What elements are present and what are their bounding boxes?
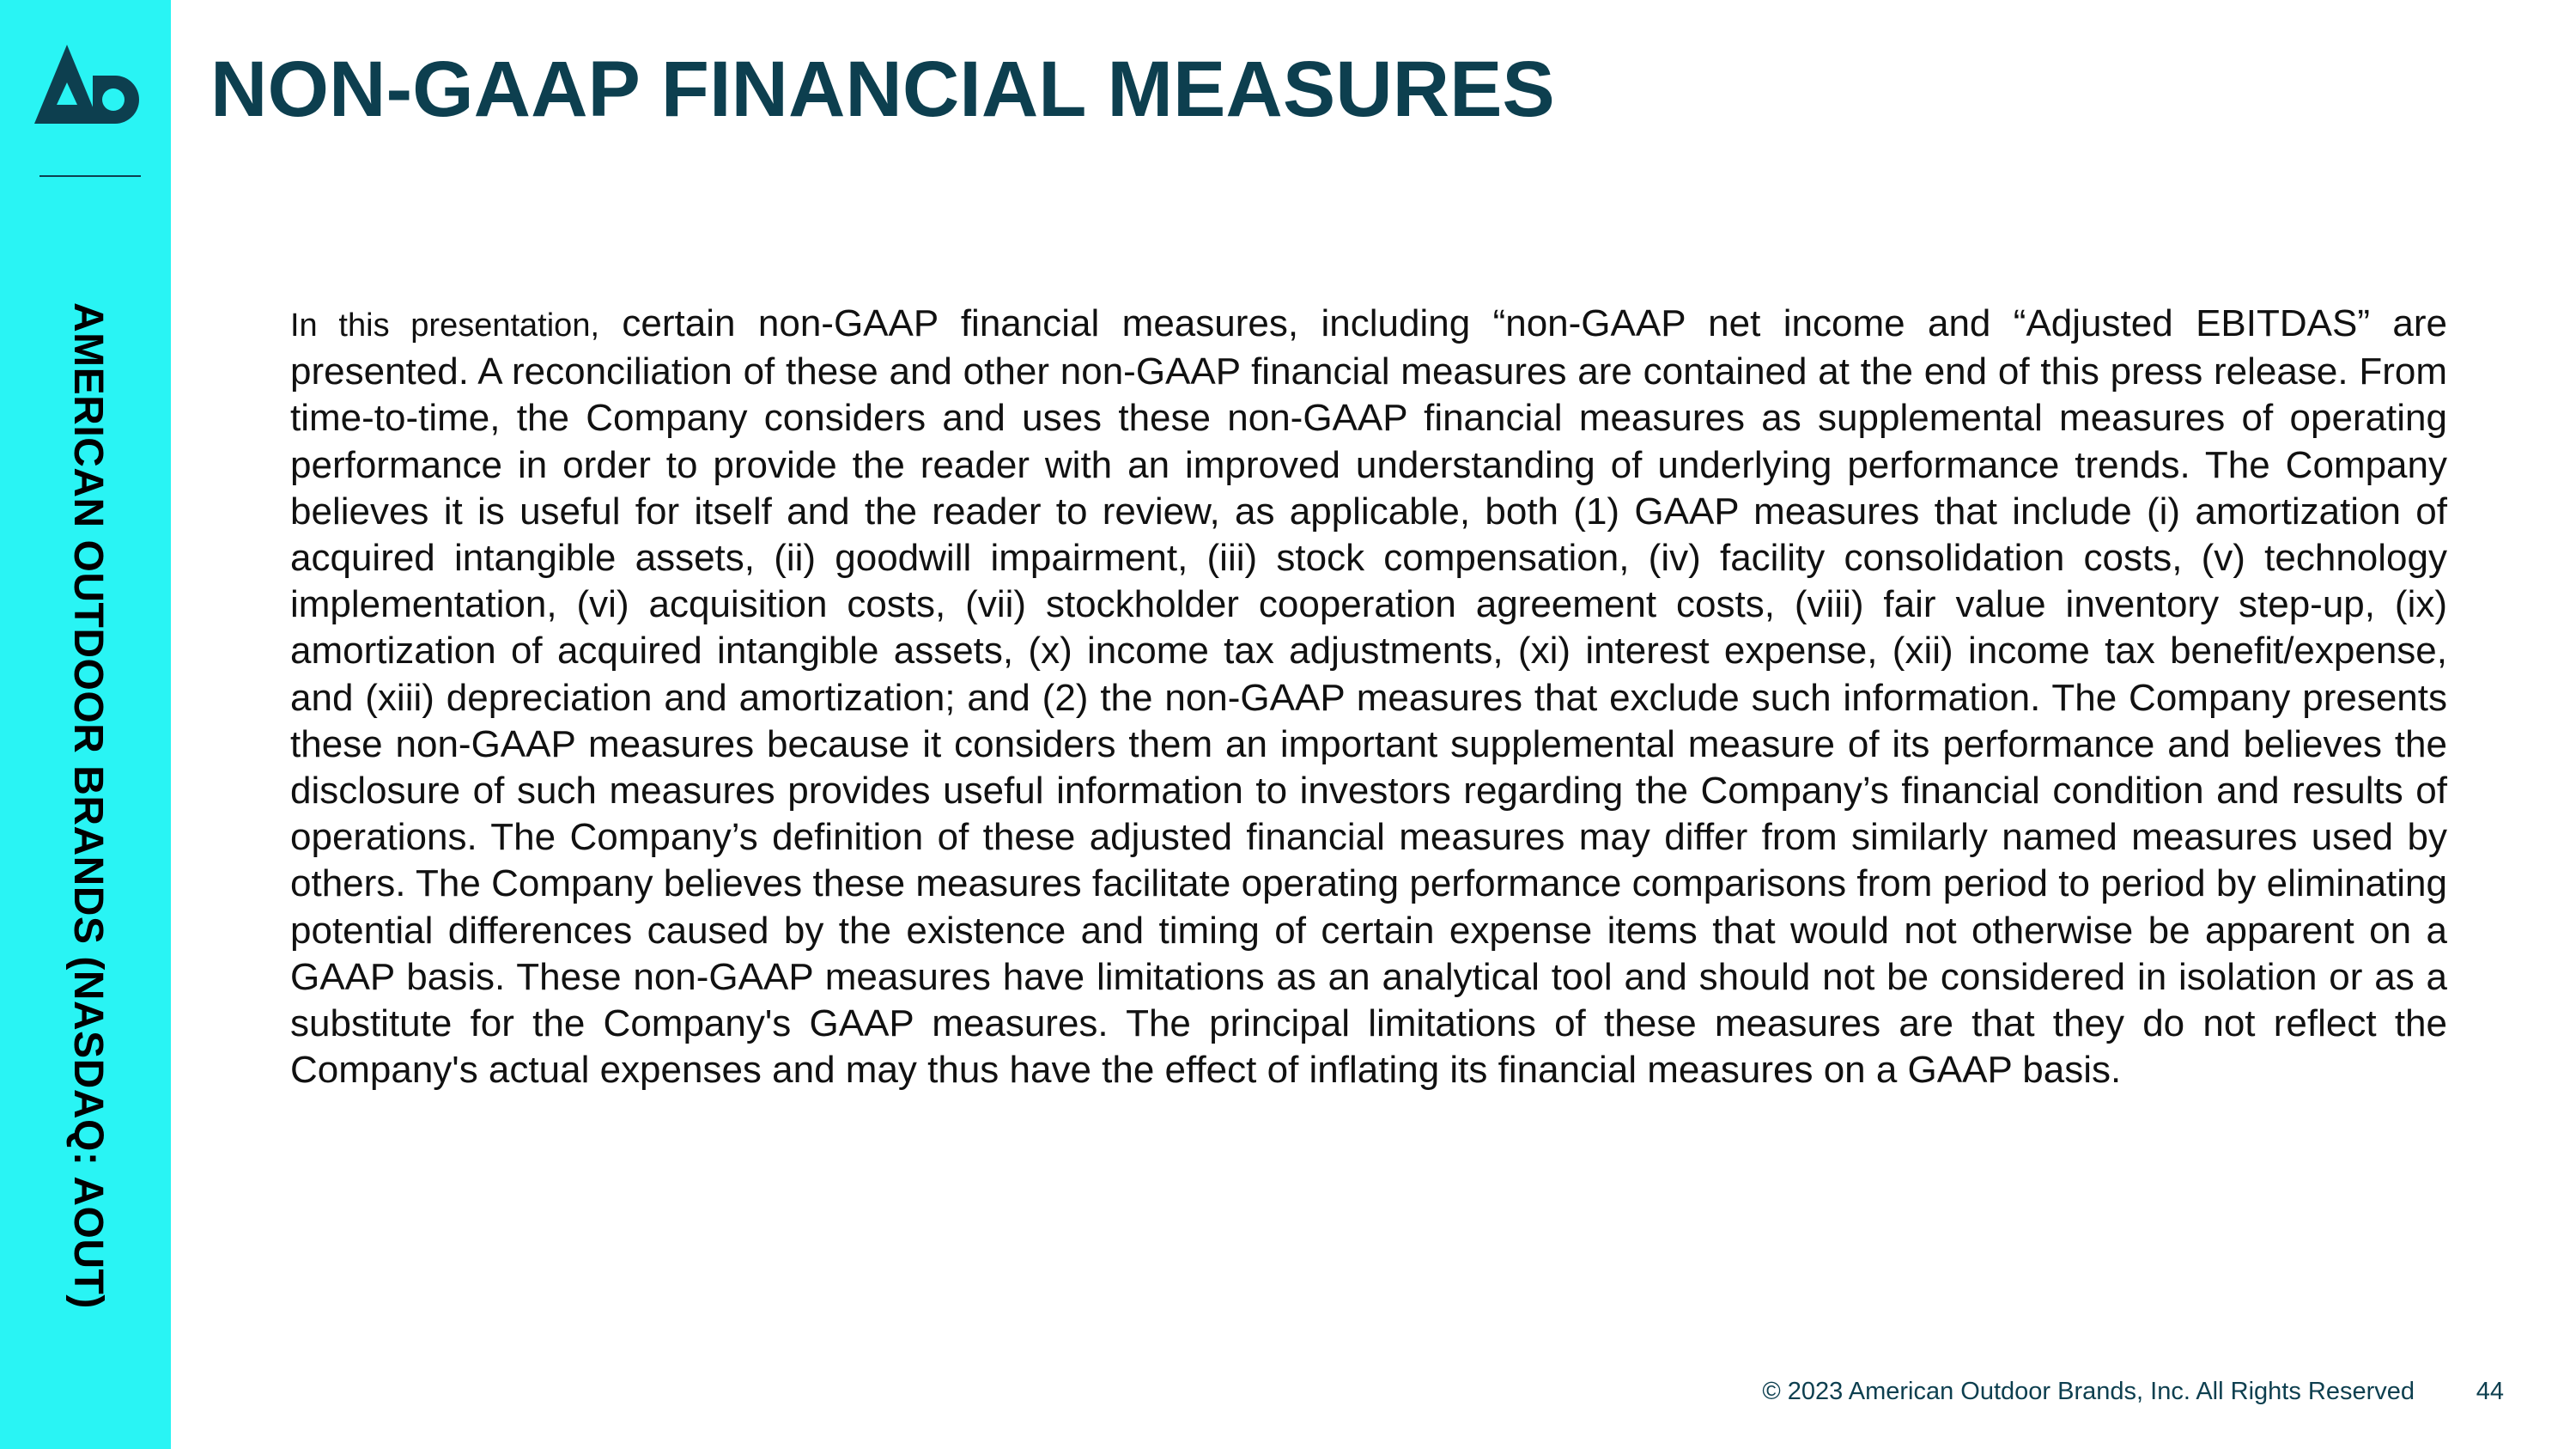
page-title: NON-GAAP FINANCIAL MEASURES: [210, 46, 1555, 133]
brand-sidebar: [0, 0, 171, 1449]
disclosure-body: certain non-GAAP financial measures, including “non-GAAP net income and “Adjusted EBITDAS” are presented. A reconciliation of these and other non-GAAP financial measures are contained at the end of this press release. From time-to-time, the Company considers and uses these non-GAAP financial measures as supplemental measures of operating performance in order to provide the reader with an improved understanding of underlying performance trends. The Company believes it is useful for itself and the reader to review, as applicable, both (1) GAAP measures that include (i) amortization of acquired intangible assets, (ii) goodwill impairment, (iii) stock compensation, (iv) facility consolidation costs, (v) technology implementation, (vi) acquisition costs, (vii) stockholder cooperation agreement costs, (viii) fair value inventory step-up, (ix) amortization of acquired intangible assets, (x) income tax adjustments, (xi) interest expense, (xii) income tax benefit/expense, and (xiii) depreciation and amortization; and (2) the non-GAAP measures that exclude such information. The Company presents these non-GAAP measures because it considers them an important supplemental measure of its performance and believes the disclosure of such measures provides useful information to investors regarding the Company’s financial condition and results of operations. The Company’s definition of these adjusted financial measures may differ from similarly named measures used by others. The Company believes these measures facilitate operating performance comparisons from period to period by eliminating potential differences caused by the existence and timing of certain expense items that would not otherwise be apparent on a GAAP basis. These non-GAAP measures have limitations as an analytical tool and should not be considered in isolation or as a substitute for the Company's GAAP measures. The principal limitations of these measures are that they do not reflect the Company's actual expenses and may thus have the effect of inflating its financial measures on a GAAP basis.: [290, 302, 2447, 1092]
american-outdoor-brands-logo-icon: [33, 43, 139, 125]
copyright-notice: © 2023 American Outdoor Brands, Inc. All Rights Reserved: [1762, 1378, 2415, 1405]
company-vertical-name: AMERICAN OUTDOOR BRANDS (NASDAQ: AOUT): [65, 302, 111, 1309]
disclosure-paragraph: [290, 301, 2447, 1093]
page-number: 44: [2476, 1378, 2504, 1405]
sidebar-divider: [39, 175, 141, 177]
disclosure-lead: In this presentation,: [290, 307, 600, 344]
